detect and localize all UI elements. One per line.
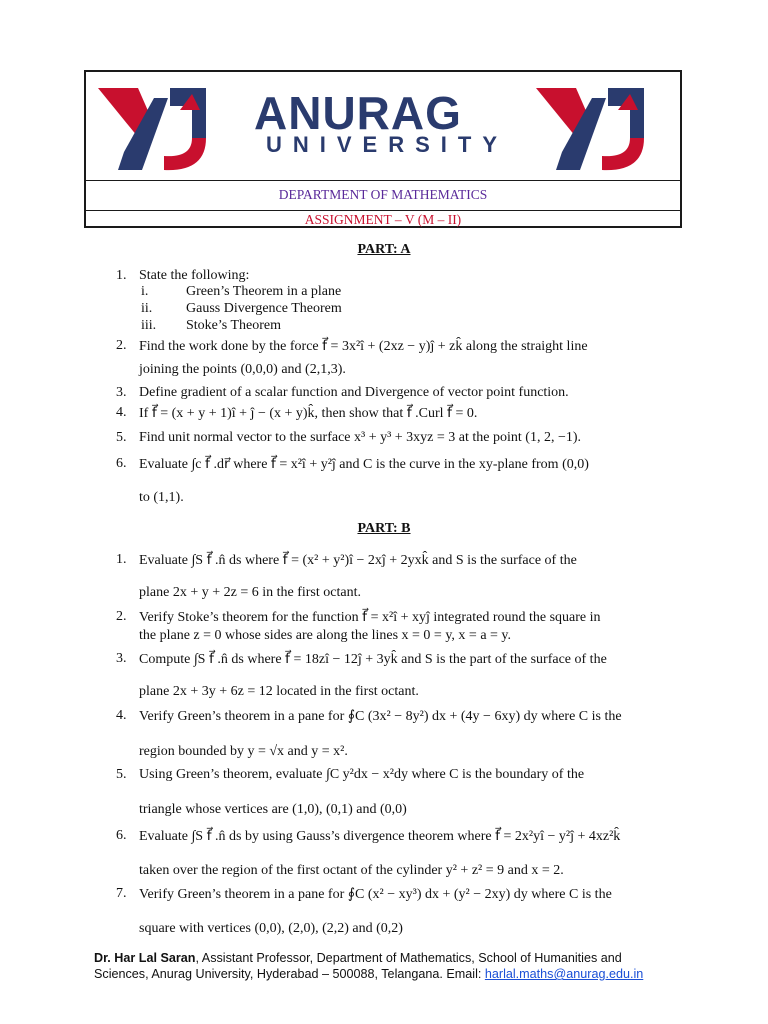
question-number: 2.: [116, 338, 127, 353]
logo-row: [86, 72, 680, 181]
department-title: DEPARTMENT OF MATHEMATICS: [86, 180, 680, 211]
question-text: If f⃗ = (x + y + 1)î + ĵ − (x + y)k̂, then show that f⃗ .Curl f⃗ = 0.: [139, 406, 478, 421]
question-number: 4.: [116, 708, 127, 723]
question-text: region bounded by y = √x and y = x².: [139, 744, 348, 759]
question-text: Using Green’s theorem, evaluate ∫C y²dx − x²dy where C is the boundary of the: [139, 767, 585, 782]
question-number: 1.: [116, 268, 127, 283]
question-text: State the following:: [139, 268, 250, 283]
part-b-title: PART: B: [357, 521, 411, 536]
question-text: the plane z = 0 whose sides are along the lines x = 0 = y, x = a = y.: [139, 628, 512, 643]
question-number: 5.: [116, 430, 127, 445]
author-affiliation: , Assistant Professor, Department of Mathematics, School of Humanities and: [195, 951, 622, 965]
brand-name: ANURAG: [254, 87, 462, 139]
question-number: 3.: [116, 651, 127, 666]
university-logo-left-icon: [94, 80, 240, 172]
question-text: joining the points (0,0,0) and (2,1,3).: [139, 362, 346, 377]
question-text: plane 2x + 3y + 6z = 12 located in the first octant.: [139, 684, 419, 699]
brand-subtitle: UNIVERSITY: [266, 132, 509, 157]
assignment-title: ASSIGNMENT – V (M – II): [304, 212, 462, 227]
question-number: 2.: [116, 609, 127, 624]
sub-item-number: ii.: [141, 301, 153, 316]
question-number: 7.: [116, 886, 127, 901]
author-address: Sciences, Anurag University, Hyderabad – 500088, Telangana. Email:: [94, 967, 485, 981]
question-text: Find the work done by the force f⃗ = 3x²î + (2xz − y)ĵ + zk̂ along the straight line: [139, 339, 588, 354]
question-number: 1.: [116, 552, 127, 567]
part-a-title: PART: A: [357, 242, 411, 257]
question-text: plane 2x + y + 2z = 6 in the first octant.: [139, 585, 361, 600]
question-text: Verify Green’s theorem in a pane for ∮C (3x² − 8y²) dx + (4y − 6xy) dy where C is the: [139, 709, 622, 724]
question-text: Compute ∫S f⃗ .n̂ ds where f⃗ = 18zî − 12ĵ + 3yk̂ and S is the part of the surface of the: [139, 652, 607, 667]
sub-item-text: Green’s Theorem in a plane: [186, 284, 342, 299]
sub-item-text: Stoke’s Theorem: [186, 318, 282, 333]
author-footer: [94, 950, 694, 982]
question-text: Verify Stoke’s theorem for the function f⃗ = x²î + xyĵ integrated round the square in: [139, 610, 601, 625]
university-logo-right-icon: [532, 80, 678, 172]
question-text: Define gradient of a scalar function and Divergence of vector point function.: [139, 385, 569, 400]
question-number: 5.: [116, 767, 127, 782]
question-number: 4.: [116, 405, 127, 420]
question-text: to (1,1).: [139, 490, 184, 505]
email-link[interactable]: harlal.maths@anurag.edu.in: [484, 967, 644, 981]
question-number: 6.: [116, 828, 127, 843]
question-text: triangle whose vertices are (1,0), (0,1) and (0,0): [139, 802, 407, 817]
question-number: 3.: [116, 385, 127, 400]
question-text: Evaluate ∫S f⃗ .n̂ ds where f⃗ = (x² + y²)î − 2xĵ + 2yxk̂ and S is the surface of the: [139, 553, 577, 568]
question-text: Verify Green’s theorem in a pane for ∮C (x² − xy³) dx + (y² − 2xy) dy where C is the: [139, 887, 612, 902]
sub-item-number: i.: [141, 284, 149, 299]
sub-item-text: Gauss Divergence Theorem: [186, 301, 342, 316]
question-text: Find unit normal vector to the surface x³ + y³ + 3xyz = 3 at the point (1, 2, −1).: [139, 430, 581, 445]
header-box: [84, 70, 682, 228]
question-text: square with vertices (0,0), (2,0), (2,2) and (0,2): [139, 921, 403, 936]
sub-item-number: iii.: [141, 318, 157, 333]
question-text: Evaluate ∫c f⃗ .dr⃗ where f⃗ = x²î + y²ĵ and C is the curve in the xy-plane from (0,0): [139, 457, 589, 472]
question-text: Evaluate ∫S f⃗ .n̂ ds by using Gauss’s divergence theorem where f⃗ = 2x²yî − y²ĵ + 4xz²k̂: [139, 829, 621, 844]
question-text: taken over the region of the first octant of the cylinder y² + z² = 9 and x = 2.: [139, 863, 564, 878]
question-number: 6.: [116, 456, 127, 471]
author-name: Dr. Har Lal Saran: [94, 951, 196, 965]
